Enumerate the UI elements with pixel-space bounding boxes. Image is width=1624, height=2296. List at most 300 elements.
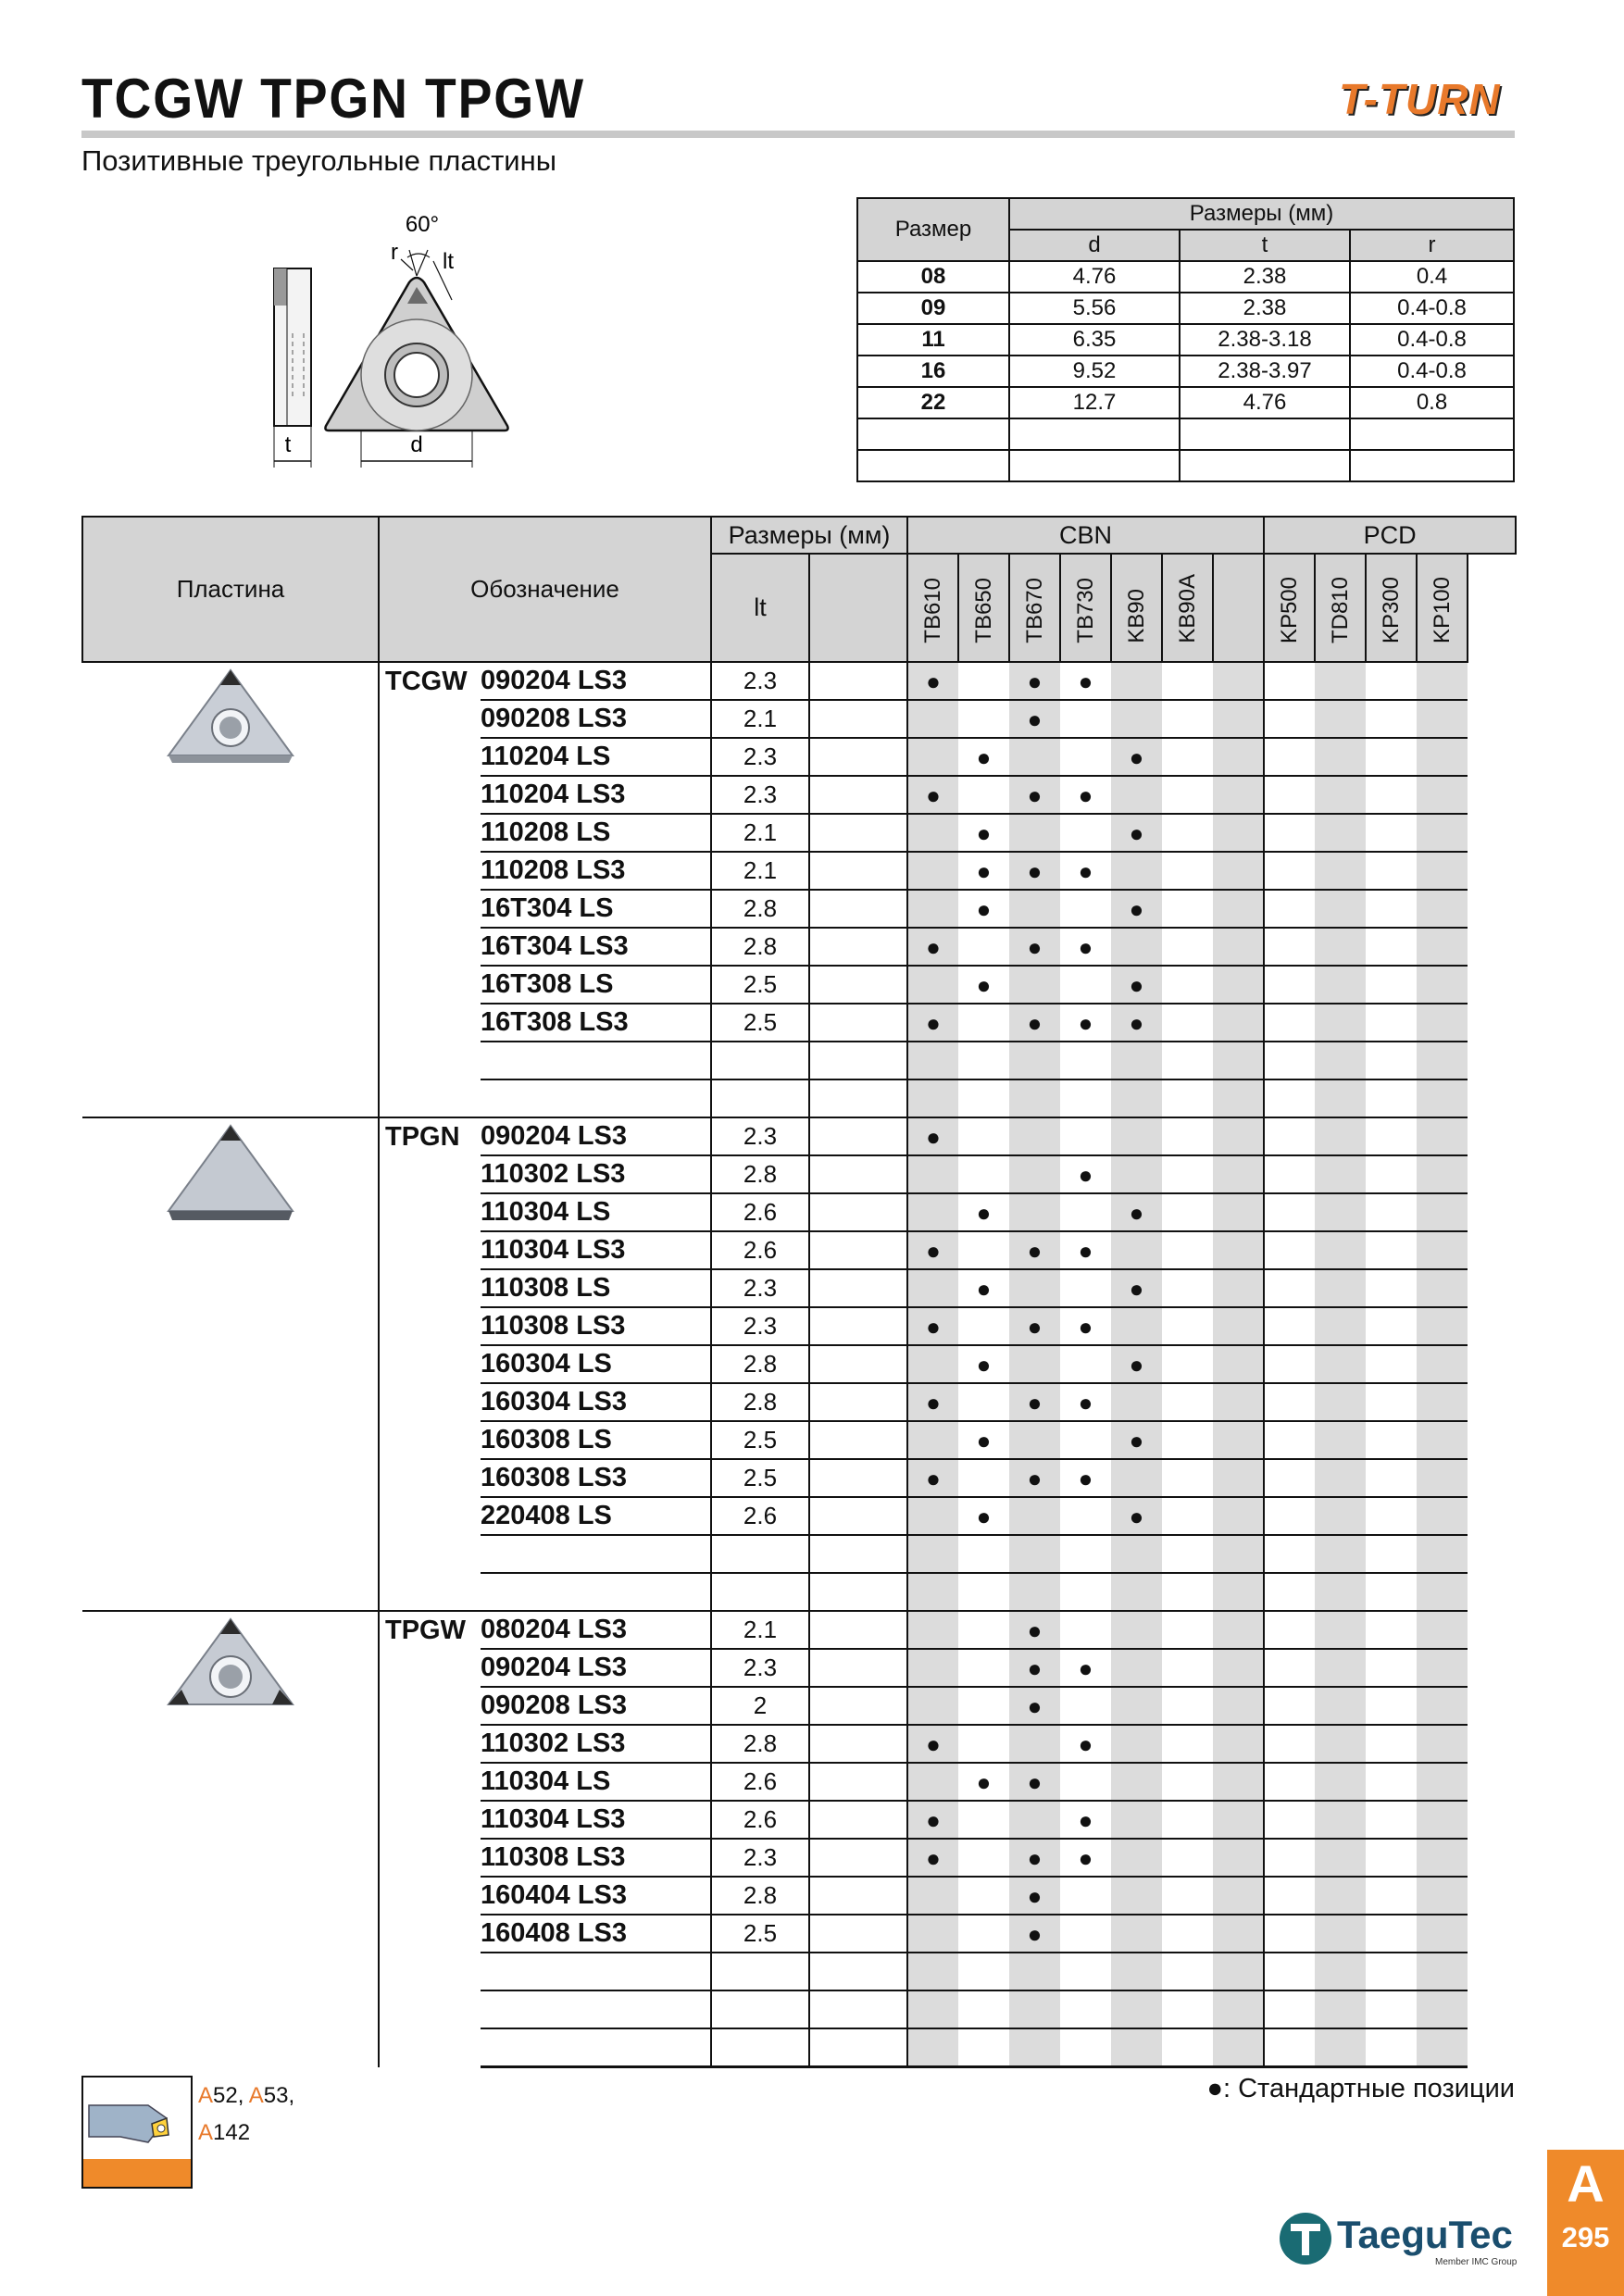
grade-cell: [1315, 776, 1366, 814]
grade-cell: [907, 1649, 958, 1687]
standard-item-dot: ●: [1009, 1763, 1060, 1801]
t-col-header: t: [1180, 230, 1350, 261]
blank-dim-cell: [809, 1535, 907, 1573]
grade-cell: [1366, 700, 1417, 738]
grade-cell: [1009, 1801, 1060, 1839]
grade-cell: [1162, 852, 1213, 890]
grade-cell: [1417, 1915, 1468, 1953]
standard-item-dot: ●: [907, 1307, 958, 1345]
standard-item-dot: ●: [1009, 1839, 1060, 1877]
grade-cell: [1315, 1990, 1366, 2028]
grade-cell: [1417, 1877, 1468, 1915]
grade-cell: [1264, 2028, 1315, 2067]
grade-cell: [958, 700, 1009, 738]
blank-dim-cell: [809, 700, 907, 738]
grade-cell: [1213, 1953, 1264, 1990]
grade-cell: [907, 700, 958, 738]
standard-item-dot: ●: [958, 1193, 1009, 1231]
designation-code: [481, 1535, 711, 1573]
grade-cell: [958, 1535, 1009, 1573]
standard-item-dot: ●: [907, 1801, 958, 1839]
grade-cell: [907, 1953, 958, 1990]
blank-dim-cell: [809, 1459, 907, 1497]
grade-cell: [958, 1649, 1009, 1687]
grade-cell: [1417, 1269, 1468, 1307]
blank-dim-cell: [809, 1155, 907, 1193]
standard-item-dot: ●: [1060, 1307, 1111, 1345]
standard-item-dot: ●: [958, 1345, 1009, 1383]
size-cell: 11: [857, 324, 1009, 356]
grade-cell: [1060, 1345, 1111, 1383]
grade-cell: [1111, 1611, 1162, 1649]
designation-code: [481, 2028, 711, 2067]
grade-cell: [1366, 1193, 1417, 1231]
grade-cell: [958, 1573, 1009, 1611]
grade-cell: [1417, 1459, 1468, 1497]
standard-item-dot: ●: [1060, 776, 1111, 814]
r-label: r: [391, 240, 398, 265]
lt-value: 2.1: [711, 814, 809, 852]
grade-cell: [907, 1269, 958, 1307]
designation-code: 160308 LS: [481, 1421, 711, 1459]
grade-cell: [1009, 966, 1060, 1004]
grade-cell: [1315, 700, 1366, 738]
grade-cell: [907, 1345, 958, 1383]
r-col-header: r: [1350, 230, 1514, 261]
standard-item-dot: ●: [907, 1004, 958, 1042]
standard-item-dot: ●: [1111, 1004, 1162, 1042]
grade-cell: [1060, 1687, 1111, 1725]
grade-cell: [1366, 1421, 1417, 1459]
lt-value: [711, 1990, 809, 2028]
designation-code: 090204 LS3: [481, 662, 711, 700]
page-reference-link[interactable]: A52,: [198, 2083, 244, 2108]
blank-dim-cell: [809, 1611, 907, 1649]
designation-code: 16T308 LS: [481, 966, 711, 1004]
grade-cell: [1111, 1117, 1162, 1155]
standard-item-dot: ●: [1111, 814, 1162, 852]
blank-dim-cell: [809, 1990, 907, 2028]
lt-value: 2.5: [711, 1004, 809, 1042]
d-cell: 6.35: [1009, 324, 1180, 356]
grade-cell: [1009, 814, 1060, 852]
grade-cell: [1315, 1801, 1366, 1839]
grade-cell: [1264, 662, 1315, 700]
size-cell: 09: [857, 293, 1009, 324]
grade-cell: [1060, 814, 1111, 852]
standard-item-dot: ●: [958, 1497, 1009, 1535]
grade-cell: [1417, 1345, 1468, 1383]
blank-dim-cell: [809, 1345, 907, 1383]
empty-cell: [1180, 418, 1350, 450]
grade-cell: [907, 1535, 958, 1573]
standard-item-dot: ●: [1060, 1839, 1111, 1877]
lt-value: [711, 1953, 809, 1990]
grade-cell: [1366, 1231, 1417, 1269]
lt-value: 2.6: [711, 1801, 809, 1839]
grade-cell: [1264, 738, 1315, 776]
grade-cell: [958, 1611, 1009, 1649]
grade-cell: [1315, 1573, 1366, 1611]
grade-cell: [1162, 1725, 1213, 1763]
grade-cell: [1111, 700, 1162, 738]
designation-code: 110308 LS: [481, 1269, 711, 1307]
grade-cell: [1417, 1990, 1468, 2028]
grade-cell: [1366, 1117, 1417, 1155]
standard-item-dot: ●: [907, 1383, 958, 1421]
grade-cell: [1009, 1117, 1060, 1155]
grade-cell: [1264, 1155, 1315, 1193]
table-row: [82, 1117, 1516, 1155]
designation-code: 16T304 LS: [481, 890, 711, 928]
grade-cell: [1213, 1687, 1264, 1725]
grade-cell: [1213, 1193, 1264, 1231]
lt-value: 2.8: [711, 1155, 809, 1193]
blank-dim-cell: [809, 814, 907, 852]
grade-cell: [907, 890, 958, 928]
grade-cell: [1111, 2028, 1162, 2067]
page-subtitle: Позитивные треугольные пластины: [81, 144, 556, 177]
grade-cell: [1264, 1497, 1315, 1535]
lt-value: 2.3: [711, 776, 809, 814]
grade-cell: [1111, 852, 1162, 890]
grade-cell: [1213, 738, 1264, 776]
d-dimension-label: d: [410, 432, 423, 457]
designation-code: 110208 LS3: [481, 852, 711, 890]
grade-cell: [1213, 890, 1264, 928]
designation-code: 110302 LS3: [481, 1155, 711, 1193]
grade-cell: [1162, 1990, 1213, 2028]
grade-cell: [1315, 1231, 1366, 1269]
grade-cell: [907, 1042, 958, 1079]
grade-cell: [1060, 1042, 1111, 1079]
grade-cell: [1162, 1345, 1213, 1383]
standard-item-dot: ●: [1009, 1307, 1060, 1345]
blank-dim-cell: [809, 1421, 907, 1459]
grade-cell: [1060, 890, 1111, 928]
grade-cell: [1111, 1231, 1162, 1269]
grade-cell: [1111, 928, 1162, 966]
header-rule: [81, 131, 1515, 138]
lt-value: 2.8: [711, 928, 809, 966]
grade-cell: [1060, 1953, 1111, 1990]
grade-cell: [1060, 738, 1111, 776]
grade-cell: [907, 1079, 958, 1117]
lt-value: [711, 2028, 809, 2067]
grade-cell: [1213, 1915, 1264, 1953]
standard-item-dot: ●: [1009, 1459, 1060, 1497]
designation-code: 090208 LS3: [481, 700, 711, 738]
grade-cell: [1417, 1117, 1468, 1155]
grade-cell: [1060, 1990, 1111, 2028]
grade-cell: [1162, 1535, 1213, 1573]
lt-value: [711, 1079, 809, 1117]
grade-cell: [1264, 1459, 1315, 1497]
grade-cell: [1417, 2028, 1468, 2067]
grade-cell: [1162, 662, 1213, 700]
grade-cell: [958, 662, 1009, 700]
section-tab: [1547, 2150, 1624, 2296]
grade-cell: [1213, 1117, 1264, 1155]
grade-cell: [1162, 1193, 1213, 1231]
standard-item-dot: ●: [1060, 1383, 1111, 1421]
lt-value: [711, 1573, 809, 1611]
grade-cell: [1366, 1687, 1417, 1725]
grade-cell: [1315, 1383, 1366, 1421]
grade-cell: [1315, 1687, 1366, 1725]
grade-cell: [1213, 1990, 1264, 2028]
designation-code: 16T308 LS3: [481, 1004, 711, 1042]
page-reference-link[interactable]: A53,: [248, 2083, 295, 2108]
grade-cell: [1417, 1763, 1468, 1801]
designation-code: 110204 LS: [481, 738, 711, 776]
grade-cell: [1417, 1004, 1468, 1042]
grade-cell: [907, 1877, 958, 1915]
grade-cell: [958, 1307, 1009, 1345]
lt-value: 2: [711, 1687, 809, 1725]
empty-cell: [1009, 418, 1180, 450]
grade-cell: [1111, 662, 1162, 700]
standard-item-dot: ●: [1060, 662, 1111, 700]
designation-code: [481, 1079, 711, 1117]
grade-cell: [1366, 1763, 1417, 1801]
cbn-group-header: CBN: [907, 517, 1264, 554]
grade-cell: [1162, 1497, 1213, 1535]
standard-item-dot: ●: [1009, 1611, 1060, 1649]
grade-cell: [958, 1042, 1009, 1079]
t-cell: 2.38-3.97: [1180, 356, 1350, 387]
grade-cell: [1366, 1155, 1417, 1193]
lt-value: 2.5: [711, 1915, 809, 1953]
blank-dim-cell: [809, 738, 907, 776]
standard-item-dot: ●: [907, 928, 958, 966]
standard-item-dot: ●: [907, 662, 958, 700]
r-cell: 0.4-0.8: [1350, 356, 1514, 387]
lt-value: 2.8: [711, 1345, 809, 1383]
lt-value: 2.5: [711, 966, 809, 1004]
grade-cell: [1366, 1877, 1417, 1915]
grade-cell: [1060, 1269, 1111, 1307]
grade-cell: [1213, 1497, 1264, 1535]
grade-cell: [1162, 1269, 1213, 1307]
designation-code: 110308 LS3: [481, 1839, 711, 1877]
standard-item-dot: ●: [907, 1839, 958, 1877]
designation-code: 080204 LS3: [481, 1611, 711, 1649]
grade-cell: [907, 1497, 958, 1535]
grade-cell: [1315, 1611, 1366, 1649]
grade-cell: [1366, 928, 1417, 966]
insert-image: [82, 1117, 379, 1611]
grade-cell: [1315, 2028, 1366, 2067]
grade-cell: [958, 1839, 1009, 1877]
grade-cell: [1009, 1573, 1060, 1611]
grade-cell: [1009, 1421, 1060, 1459]
r-cell: 0.4-0.8: [1350, 324, 1514, 356]
blank-dim-cell: [809, 1915, 907, 1953]
grade-cell: [1213, 1649, 1264, 1687]
standard-item-dot: ●: [1060, 928, 1111, 966]
blank-dim-cell: [809, 1231, 907, 1269]
standard-item-dot: ●: [907, 1231, 958, 1269]
blank-dim-cell: [809, 1573, 907, 1611]
tpgn-insert-icon: [161, 1118, 300, 1220]
size-row: [857, 261, 1514, 293]
grade-cell: [958, 1155, 1009, 1193]
r-cell: 0.4: [1350, 261, 1514, 293]
grade-cell: [1213, 1421, 1264, 1459]
grade-cell: [1417, 928, 1468, 966]
grade-cell: [1366, 1990, 1417, 2028]
designation-code: 16T304 LS3: [481, 928, 711, 966]
standard-item-dot: ●: [958, 966, 1009, 1004]
blank-dim-cell: [809, 852, 907, 890]
grade-cell: [1417, 1497, 1468, 1535]
standard-item-dot: ●: [907, 1459, 958, 1497]
grade-cell: [1162, 1231, 1213, 1269]
grade-cell: [1417, 1839, 1468, 1877]
grade-cell: [1366, 1004, 1417, 1042]
grade-cell: [1264, 1535, 1315, 1573]
grade-cell: [1417, 1649, 1468, 1687]
standard-item-dot: ●: [958, 738, 1009, 776]
grade-cell: [1366, 1725, 1417, 1763]
t-cell: 2.38: [1180, 293, 1350, 324]
grade-cell: [1315, 1004, 1366, 1042]
blank-dim-cell: [809, 1497, 907, 1535]
grade-cell: [958, 1801, 1009, 1839]
grade-header-kp500: KP500: [1264, 554, 1315, 662]
grade-cell: [958, 1725, 1009, 1763]
designation-code: 090208 LS3: [481, 1687, 711, 1725]
grade-cell: [1417, 662, 1468, 700]
dims-group-header: Размеры (мм): [711, 517, 907, 554]
grade-cell: [907, 1687, 958, 1725]
empty-cell: [1350, 450, 1514, 481]
grade-header-kb90a: KB90A: [1162, 554, 1213, 662]
grade-cell: [1162, 776, 1213, 814]
grade-cell: [1009, 1345, 1060, 1383]
grade-cell: [1366, 1042, 1417, 1079]
grade-cell: [1417, 700, 1468, 738]
blank-dim-cell: [809, 2028, 907, 2067]
grade-cell: [1264, 1042, 1315, 1079]
size-cell: 22: [857, 387, 1009, 418]
grade-cell: [1366, 1079, 1417, 1117]
family-name: TCGW: [385, 667, 468, 696]
designation-col-header: Обозначение: [379, 517, 711, 662]
lt-value: 2.3: [711, 1649, 809, 1687]
grade-cell: [1213, 1155, 1264, 1193]
grade-header-kb90: KB90: [1111, 554, 1162, 662]
blank-dim-cell: [809, 1307, 907, 1345]
grade-cell: [1417, 1725, 1468, 1763]
grade-cell: [1162, 1763, 1213, 1801]
grade-cell: [1213, 1079, 1264, 1117]
lt-value: 2.6: [711, 1763, 809, 1801]
grade-cell: [1315, 1155, 1366, 1193]
blank-dim-cell: [809, 1117, 907, 1155]
grade-cell: [1366, 2028, 1417, 2067]
grade-cell: [1213, 1459, 1264, 1497]
grade-cell: [1366, 1307, 1417, 1345]
standard-item-dot: ●: [1111, 890, 1162, 928]
grade-cell: [1060, 1497, 1111, 1535]
designation-code: 110304 LS: [481, 1763, 711, 1801]
designation-code: 160404 LS3: [481, 1877, 711, 1915]
standard-item-dot: ●: [907, 1117, 958, 1155]
standard-item-dot: ●: [1111, 738, 1162, 776]
grade-cell: [1162, 1459, 1213, 1497]
grade-cell: [1162, 1611, 1213, 1649]
lt-value: [711, 1042, 809, 1079]
grade-cell: [1315, 1953, 1366, 1990]
page-reference-link[interactable]: A142: [198, 2120, 251, 2145]
standard-item-dot: ●: [1111, 1345, 1162, 1383]
designation-code: 090204 LS3: [481, 1117, 711, 1155]
grade-cell: [907, 738, 958, 776]
grade-cell: [958, 1079, 1009, 1117]
insert-dimension-diagram: [250, 204, 602, 481]
grade-cell: [1213, 1611, 1264, 1649]
grade-header-tb730: TB730: [1060, 554, 1111, 662]
grade-cell: [1162, 700, 1213, 738]
insert-grade-table: [81, 516, 1517, 2068]
grade-cell: [1264, 890, 1315, 928]
tpgw-insert-icon: [161, 1612, 300, 1714]
standard-item-dot: ●: [958, 1421, 1009, 1459]
grade-cell: [1264, 1573, 1315, 1611]
grade-cell: [1213, 2028, 1264, 2067]
designation-code: [481, 1573, 711, 1611]
grade-cell: [1162, 1649, 1213, 1687]
grade-cell: [1111, 1877, 1162, 1915]
tcgw-insert-icon: [161, 663, 300, 765]
family-name: TPGN: [379, 1117, 481, 1611]
grade-cell: [1009, 1990, 1060, 2028]
grade-cell: [907, 1763, 958, 1801]
grade-cell: [1264, 928, 1315, 966]
grade-cell: [1366, 1497, 1417, 1535]
r-cell: 0.4-0.8: [1350, 293, 1514, 324]
grade-cell: [958, 1915, 1009, 1953]
grade-cell: [1417, 1801, 1468, 1839]
grade-cell: [1366, 1611, 1417, 1649]
grade-cell: [1213, 1801, 1264, 1839]
grade-cell: [1366, 1801, 1417, 1839]
lt-value: 2.6: [711, 1193, 809, 1231]
grade-cell: [1213, 1383, 1264, 1421]
standard-item-dot: ●: [1009, 1687, 1060, 1725]
empty-cell: [1350, 418, 1514, 450]
grade-cell: [1366, 814, 1417, 852]
grade-cell: [1213, 928, 1264, 966]
grade-cell: [958, 776, 1009, 814]
grade-cell: [907, 2028, 958, 2067]
grade-cell: [958, 1953, 1009, 1990]
grade-cell: [958, 928, 1009, 966]
lt-value: 2.8: [711, 1877, 809, 1915]
standard-item-dot: ●: [1060, 1649, 1111, 1687]
standard-item-dot: ●: [907, 776, 958, 814]
standard-item-dot: ●: [958, 814, 1009, 852]
grade-cell: [1366, 776, 1417, 814]
standard-item-dot: ●: [1009, 1877, 1060, 1915]
designation-code: [481, 1042, 711, 1079]
grade-cell: [1162, 1877, 1213, 1915]
grade-cell: [1009, 1155, 1060, 1193]
page-title: TCGW TPGN TPGW: [81, 68, 585, 130]
lt-label: lt: [443, 249, 454, 274]
